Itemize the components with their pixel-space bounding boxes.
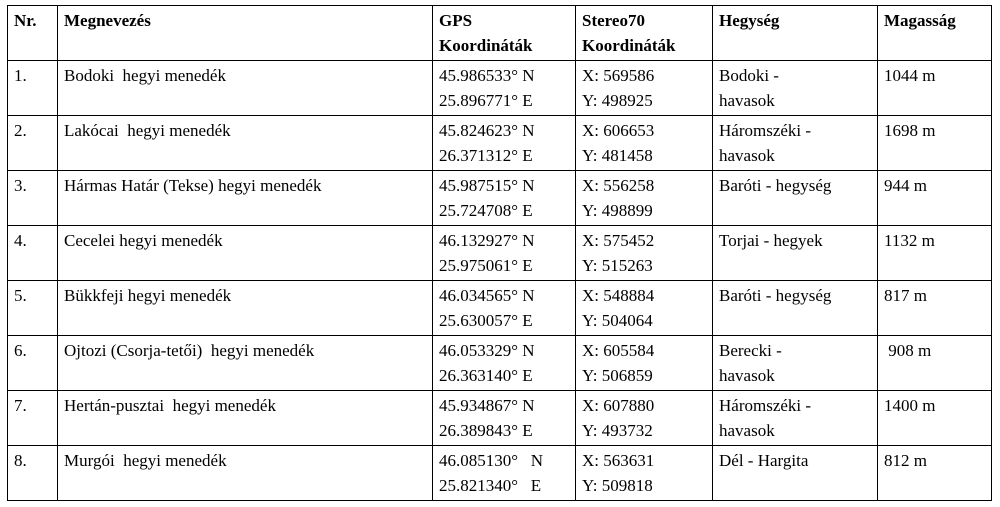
cell-name: Hármas Határ (Tekse) hegyi menedék: [58, 171, 433, 226]
table-row: [8, 281, 992, 336]
cell-stereo70: X: 605584 Y: 506859: [576, 336, 713, 391]
table-row: [8, 391, 992, 446]
cell-mountain: Baróti - hegység: [713, 281, 878, 336]
cell-name: Lakócai hegyi menedék: [58, 116, 433, 171]
cell-nr: 6.: [8, 336, 58, 391]
cell-name: Hertán-pusztai hegyi menedék: [58, 391, 433, 446]
cell-gps: 45.824623° N 26.371312° E: [433, 116, 576, 171]
cell-nr: 3.: [8, 171, 58, 226]
cell-altitude: 817 m: [878, 281, 992, 336]
cell-altitude: 1044 m: [878, 61, 992, 116]
cell-gps: 46.085130° N 25.821340° E: [433, 446, 576, 501]
shelter-table: [7, 5, 992, 501]
cell-stereo70: X: 607880 Y: 493732: [576, 391, 713, 446]
table-row: [8, 226, 992, 281]
cell-nr: 2.: [8, 116, 58, 171]
table-row: [8, 171, 992, 226]
cell-mountain: Háromszéki - havasok: [713, 116, 878, 171]
cell-name: Ojtozi (Csorja-tetői) hegyi menedék: [58, 336, 433, 391]
table-row: [8, 61, 992, 116]
header-gps: GPS Koordináták: [433, 6, 576, 61]
header-nr: Nr.: [8, 6, 58, 61]
cell-gps: 46.034565° N 25.630057° E: [433, 281, 576, 336]
header-stereo70: Stereo70 Koordináták: [576, 6, 713, 61]
cell-stereo70: X: 575452 Y: 515263: [576, 226, 713, 281]
header-mountain: Hegység: [713, 6, 878, 61]
cell-stereo70: X: 563631 Y: 509818: [576, 446, 713, 501]
cell-nr: 5.: [8, 281, 58, 336]
cell-mountain: Háromszéki - havasok: [713, 391, 878, 446]
cell-altitude: 1132 m: [878, 226, 992, 281]
cell-gps: 45.934867° N 26.389843° E: [433, 391, 576, 446]
cell-altitude: 1400 m: [878, 391, 992, 446]
cell-nr: 7.: [8, 391, 58, 446]
cell-name: Bükkfeji hegyi menedék: [58, 281, 433, 336]
header-altitude: Magasság: [878, 6, 992, 61]
cell-mountain: Baróti - hegység: [713, 171, 878, 226]
cell-name: Murgói hegyi menedék: [58, 446, 433, 501]
cell-gps: 46.053329° N 26.363140° E: [433, 336, 576, 391]
header-name: Megnevezés: [58, 6, 433, 61]
cell-stereo70: X: 606653 Y: 481458: [576, 116, 713, 171]
cell-mountain: Bodoki - havasok: [713, 61, 878, 116]
cell-mountain: Dél - Hargita: [713, 446, 878, 501]
table-row: [8, 446, 992, 501]
cell-altitude: 908 m: [878, 336, 992, 391]
table-header-row: [8, 6, 992, 61]
cell-altitude: 1698 m: [878, 116, 992, 171]
cell-name: Bodoki hegyi menedék: [58, 61, 433, 116]
cell-mountain: Torjai - hegyek: [713, 226, 878, 281]
cell-mountain: Berecki - havasok: [713, 336, 878, 391]
cell-nr: 4.: [8, 226, 58, 281]
cell-stereo70: X: 569586 Y: 498925: [576, 61, 713, 116]
cell-gps: 46.132927° N 25.975061° E: [433, 226, 576, 281]
table-row: [8, 336, 992, 391]
cell-nr: 8.: [8, 446, 58, 501]
cell-gps: 45.987515° N 25.724708° E: [433, 171, 576, 226]
table-row: [8, 116, 992, 171]
cell-stereo70: X: 548884 Y: 504064: [576, 281, 713, 336]
cell-nr: 1.: [8, 61, 58, 116]
cell-stereo70: X: 556258 Y: 498899: [576, 171, 713, 226]
cell-altitude: 944 m: [878, 171, 992, 226]
cell-name: Cecelei hegyi menedék: [58, 226, 433, 281]
cell-gps: 45.986533° N 25.896771° E: [433, 61, 576, 116]
cell-altitude: 812 m: [878, 446, 992, 501]
